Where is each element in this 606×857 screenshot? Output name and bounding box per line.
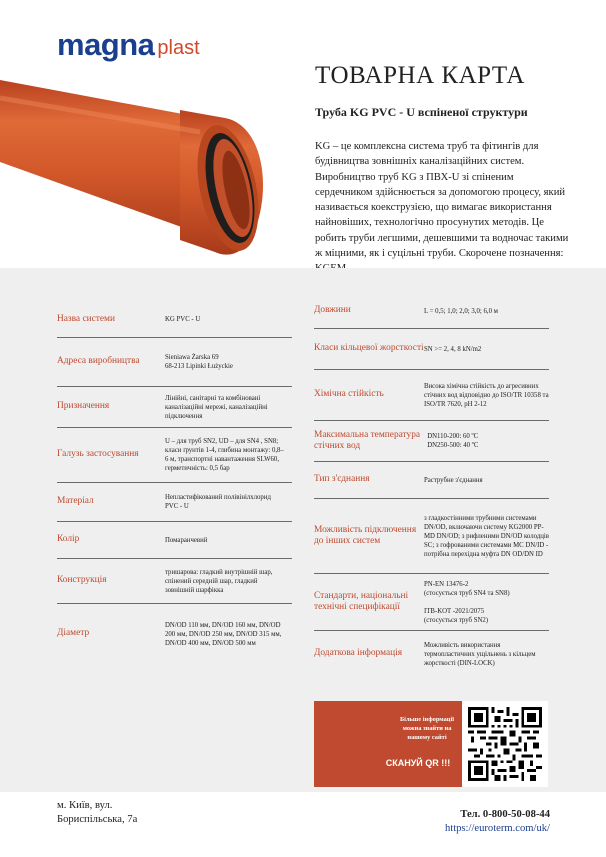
spec-label: Максимальна температура стічних вод: [314, 429, 421, 451]
spec-label: Класи кільцевої жорсткості: [314, 343, 424, 354]
spec-value: KG PVC - U: [165, 316, 201, 323]
spec-row-address: [57, 338, 292, 387]
spec-label: Хімічна стійкість: [314, 389, 384, 400]
spec-row-stiffness: [314, 329, 549, 370]
qr-promo-box: [314, 701, 462, 787]
spec-label: Адреса виробництва: [57, 356, 140, 367]
product-description: KG – це комплексна система труб та фітингів для будівництва зовнішніх каналізаційних систем. Виробництво труб KG з ПВХ-U зі спіненим сердечником здійснюється за допомогою процесу, який називається коекструзією, що вимагає використання найновіших, технологічно просунутих методів. Це робить труби легшими, дешевшими та водночас такими ж міцними, як і суцільні труби. Скорочене позначення:: [315, 141, 569, 260]
qr-scan-cta: СКАНУЙ QR !!!: [385, 758, 451, 768]
spec-value: Раструбне з'єднання: [424, 476, 483, 484]
page-title: ТОВАРНА КАРТА: [315, 62, 525, 89]
spec-row-connection: [314, 499, 549, 574]
spec-row-application: [57, 428, 292, 483]
qr-promo-text: Більше інформації можна знайти на нашому сайті: [399, 716, 455, 741]
spec-row-system-name: [57, 302, 292, 338]
spec-row-additional: [314, 631, 549, 677]
spec-label: Назва системи: [57, 313, 115, 324]
spec-value: L = 0,5; 1,0; 2,0; 3,0; 6,0 м: [424, 307, 498, 315]
logo-plast-text: plast: [157, 37, 200, 59]
product-subtitle: Труба KG PVC - U вспіненої структури: [315, 105, 528, 119]
spec-label: Матеріал: [57, 496, 94, 507]
spec-label: Додаткова інформація: [314, 648, 403, 659]
spec-value: DN/OD 110 мм, DN/OD 160 мм, DN/OD 200 мм, DN/OD 250 мм, DN/OD 315 мм, DN/OD 400 мм, DN/OD 500 мм: [165, 621, 282, 647]
hero-section: [0, 0, 606, 268]
spec-row-purpose: [57, 387, 292, 428]
spec-label: Конструкція: [57, 575, 107, 586]
spec-value: PN-EN 13476-2 (стосується труб SN4 та SN8) ITB-KOT -2021/2075 (стосується труб SN2): [424, 580, 510, 624]
logo-magna-text: magna: [57, 27, 155, 62]
pipe-image: [0, 70, 300, 270]
spec-row-standards: [314, 574, 549, 631]
spec-label: Діаметр: [57, 628, 90, 639]
spec-value: Sieniawa Żarska 69 68-213 Lipinki Łużyckie: [165, 354, 233, 370]
spec-label: Галузь застосування: [57, 449, 139, 460]
spec-label: Тип з'єднання: [314, 474, 370, 485]
footer-phone[interactable]: Тел. 0-800-50-08-44: [460, 809, 550, 820]
spec-row-joint: [314, 462, 549, 499]
spec-label: Призначення: [57, 401, 110, 412]
spec-value: Можливість використання термопластичних ущільнень з кільцем жорсткості (DIN-LOCK): [424, 641, 536, 667]
spec-value: Висока хімічна стійкість до агресивних стічних вод відповідно до ISO/TR 10358 та ISO/TR 7620, pH 2-12: [424, 382, 549, 408]
spec-value: Помаранчевий: [165, 536, 208, 544]
brand-logo: [57, 26, 200, 60]
spec-value: Лінійні, санітарні та комбіновані каналізаційні мережі, каналізаційні підключення: [165, 394, 268, 420]
spec-value: DN110-200: 60 ºC DN250-500: 40 ºC: [427, 433, 479, 449]
qr-code-icon[interactable]: [468, 707, 542, 781]
spec-value: Непластифікований полівінілхлорид PVC - U: [165, 494, 271, 510]
spec-row-construction: [57, 559, 292, 604]
spec-value: SN >= 2, 4, 8 kN/m2: [424, 345, 482, 353]
spec-label: Стандарти, національні технічні специфікації: [314, 590, 409, 612]
spec-row-material: [57, 483, 292, 522]
spec-row-temperature: [314, 421, 549, 462]
spec-value: тришарова: гладкий внутрішній шар, спінений середній шар, гладкий зовнішній шарфікка: [165, 568, 273, 594]
spec-label: Довжини: [314, 305, 351, 316]
spec-label: Колір: [57, 534, 80, 545]
footer-address: м. Київ, вул. Бориспільська, 7а: [57, 800, 138, 825]
spec-row-chemical: [314, 370, 549, 421]
spec-value: U – для труб SN2, UD – для SN4 , SN8; класи ґрунтів 1-4, глибина монтажу: 0,8–6 м, транспортні навантаження SLW60, герметичність: 0,5 бар: [165, 438, 284, 472]
spec-row-lengths: [314, 294, 549, 329]
spec-label: Можливість підключення до інших систем: [314, 524, 417, 546]
spec-value: з гладкостінними трубними системами DN/OD, включаючи систему KG2000 PP-MD DN/OD; з рифленими DN/OD колодців SC; з гофрованими системами MC DN/ID - потрібна перехідна муфта DN OD/DN ID: [424, 514, 550, 558]
footer-website-link[interactable]: https://euroterm.com/uk/: [444, 823, 550, 834]
spec-row-diameter: [57, 604, 292, 664]
spec-row-color: [57, 522, 292, 559]
